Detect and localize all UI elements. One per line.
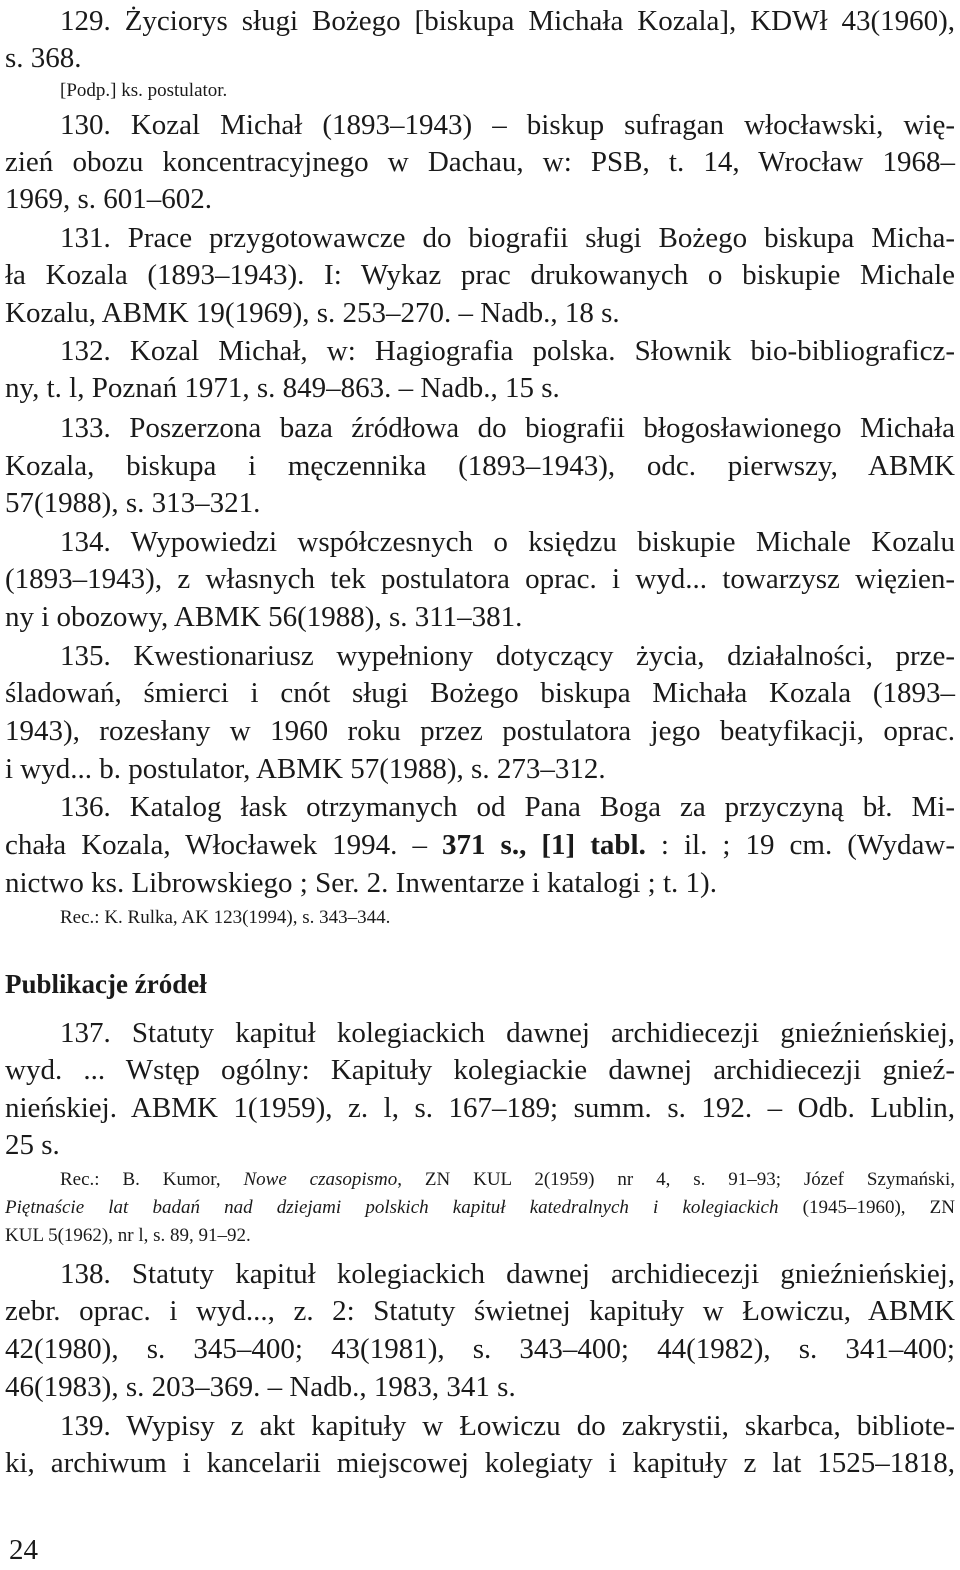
entry-139-line-1: 139. Wypisy z akt kapituły w Łowiczu do zakrystii, skarbca, bibliote-	[60, 1410, 955, 1442]
entry-135-line-3: 1943), rozesłany w 1960 roku przez postulatora jego beatyfikacji, oprac.	[5, 715, 955, 747]
entry-137-note-3: KUL 5(1962), nr l, s. 89, 91–92.	[5, 1225, 251, 1246]
entry-136-note: Rec.: K. Rulka, AK 123(1994), s. 343–344.	[60, 907, 391, 928]
entry-136-line-3: nictwo ks. Librowskiego ; Ser. 2. Inwentarze i katalogi ; t. 1).	[5, 867, 717, 899]
entry-137-line-1: 137. Statuty kapituł kolegiackich dawnej archidiecezji gnieźnieńskiej,	[60, 1017, 956, 1049]
entry-134-line-1: 134. Wypowiedzi współczesnych o księdzu biskupie Michale Kozalu	[60, 526, 955, 558]
entry-134-line-2: (1893–1943), z własnych tek postulatora oprac. i wyd... towarzysz więzien-	[5, 563, 955, 595]
entry-131-line-3: Kozalu, ABMK 19(1969), s. 253–270. – Nadb., 18 s.	[5, 297, 620, 329]
entry-137-line-3: nieńskiej. ABMK 1(1959), z. l, s. 167–189; summ. s. 192. – Odb. Lublin,	[5, 1092, 955, 1124]
entry-132-line-2: ny, t. l, Poznań 1971, s. 849–863. – Nadb., 15 s.	[5, 372, 560, 404]
entry-138-line-1: 138. Statuty kapituł kolegiackich dawnej archidiecezji gnieźnieńskiej,	[60, 1258, 956, 1290]
entry-131-line-2: ła Kozala (1893–1943). I: Wykaz prac drukowanych o biskupie Michale	[5, 259, 955, 291]
entry-133-line-2: Kozala, biskupa i męczennika (1893–1943), odc. pierwszy, ABMK	[5, 450, 955, 482]
entry-129-line-2: s. 368.	[5, 42, 82, 74]
entry-138-line-3: 42(1980), s. 345–400; 43(1981), s. 343–400; 44(1982), s. 341–400;	[5, 1333, 955, 1365]
entry-136-line-2: chała Kozala, Włocławek 1994. – 371 s., [1] tabl. : il. ; 19 cm. (Wydaw-	[5, 829, 956, 861]
entry-132-line-1: 132. Kozal Michał, w: Hagiografia polska. Słownik bio-bibliograficz-	[60, 335, 955, 367]
bold-extent: 371 s., [1] tabl.	[442, 829, 646, 861]
entry-135-line-2: śladowań, śmierci i cnót sługi Bożego biskupa Michała Kozala (1893–	[5, 677, 955, 709]
entry-139-line-2: ki, archiwum i kancelarii miejscowej kolegiaty i kapituły z lat 1525–1818,	[5, 1447, 955, 1479]
page-number: 24	[9, 1534, 38, 1566]
entry-130-line-2: zień obozu koncentracyjnego w Dachau, w: PSB, t. 14, Wrocław 1968–	[5, 146, 955, 178]
entry-137-note-2: Piętnaście lat badań nad dziejami polskich kapituł katedralnych i kolegiackich (1945–1960), ZN	[5, 1197, 955, 1218]
entry-138-line-2: zebr. oprac. i wyd..., z. 2: Statuty świetnej kapituły w Łowiczu, ABMK	[5, 1295, 955, 1327]
entry-129-note: [Podp.] ks. postulator.	[60, 80, 228, 101]
entry-137-line-2: wyd. ... Wstęp ogólny: Kapituły kolegiackie dawnej archidiecezji gnieź-	[5, 1054, 955, 1086]
entry-133-line-3: 57(1988), s. 313–321.	[5, 487, 261, 519]
entry-number: 129.	[60, 5, 111, 37]
entry-131-line-1: 131. Prace przygotowawcze do biografii sługi Bożego biskupa Micha-	[60, 222, 955, 254]
entry-129-line-1: 129. Życiorys sługi Bożego [biskupa Michała Kozala], KDWł 43(1960),	[60, 5, 956, 37]
entry-136-line-1: 136. Katalog łask otrzymanych od Pana Boga za przyczyną bł. Mi-	[60, 791, 956, 823]
entry-135-line-4: i wyd... b. postulator, ABMK 57(1988), s. 273–312.	[5, 753, 606, 785]
section-heading: Publikacje źródeł	[5, 969, 207, 999]
entry-130-line-1: 130. Kozal Michał (1893–1943) – biskup sufragan włocławski, wię-	[60, 109, 955, 141]
entry-135-line-1: 135. Kwestionariusz wypełniony dotyczący życia, działalności, prze-	[60, 640, 955, 672]
entry-137-line-4: 25 s.	[5, 1129, 60, 1161]
entry-137-note-1: Rec.: B. Kumor, Nowe czasopismo, ZN KUL 2(1959) nr 4, s. 91–93; Józef Szymański,	[60, 1169, 955, 1190]
entry-138-line-4: 46(1983), s. 203–369. – Nadb., 1983, 341 s.	[5, 1371, 516, 1403]
entry-133-line-1: 133. Poszerzona baza źródłowa do biografii błogosławionego Michała	[60, 412, 955, 444]
entry-134-line-3: ny i obozowy, ABMK 56(1988), s. 311–381.	[5, 601, 523, 633]
entry-130-line-3: 1969, s. 601–602.	[5, 183, 213, 215]
